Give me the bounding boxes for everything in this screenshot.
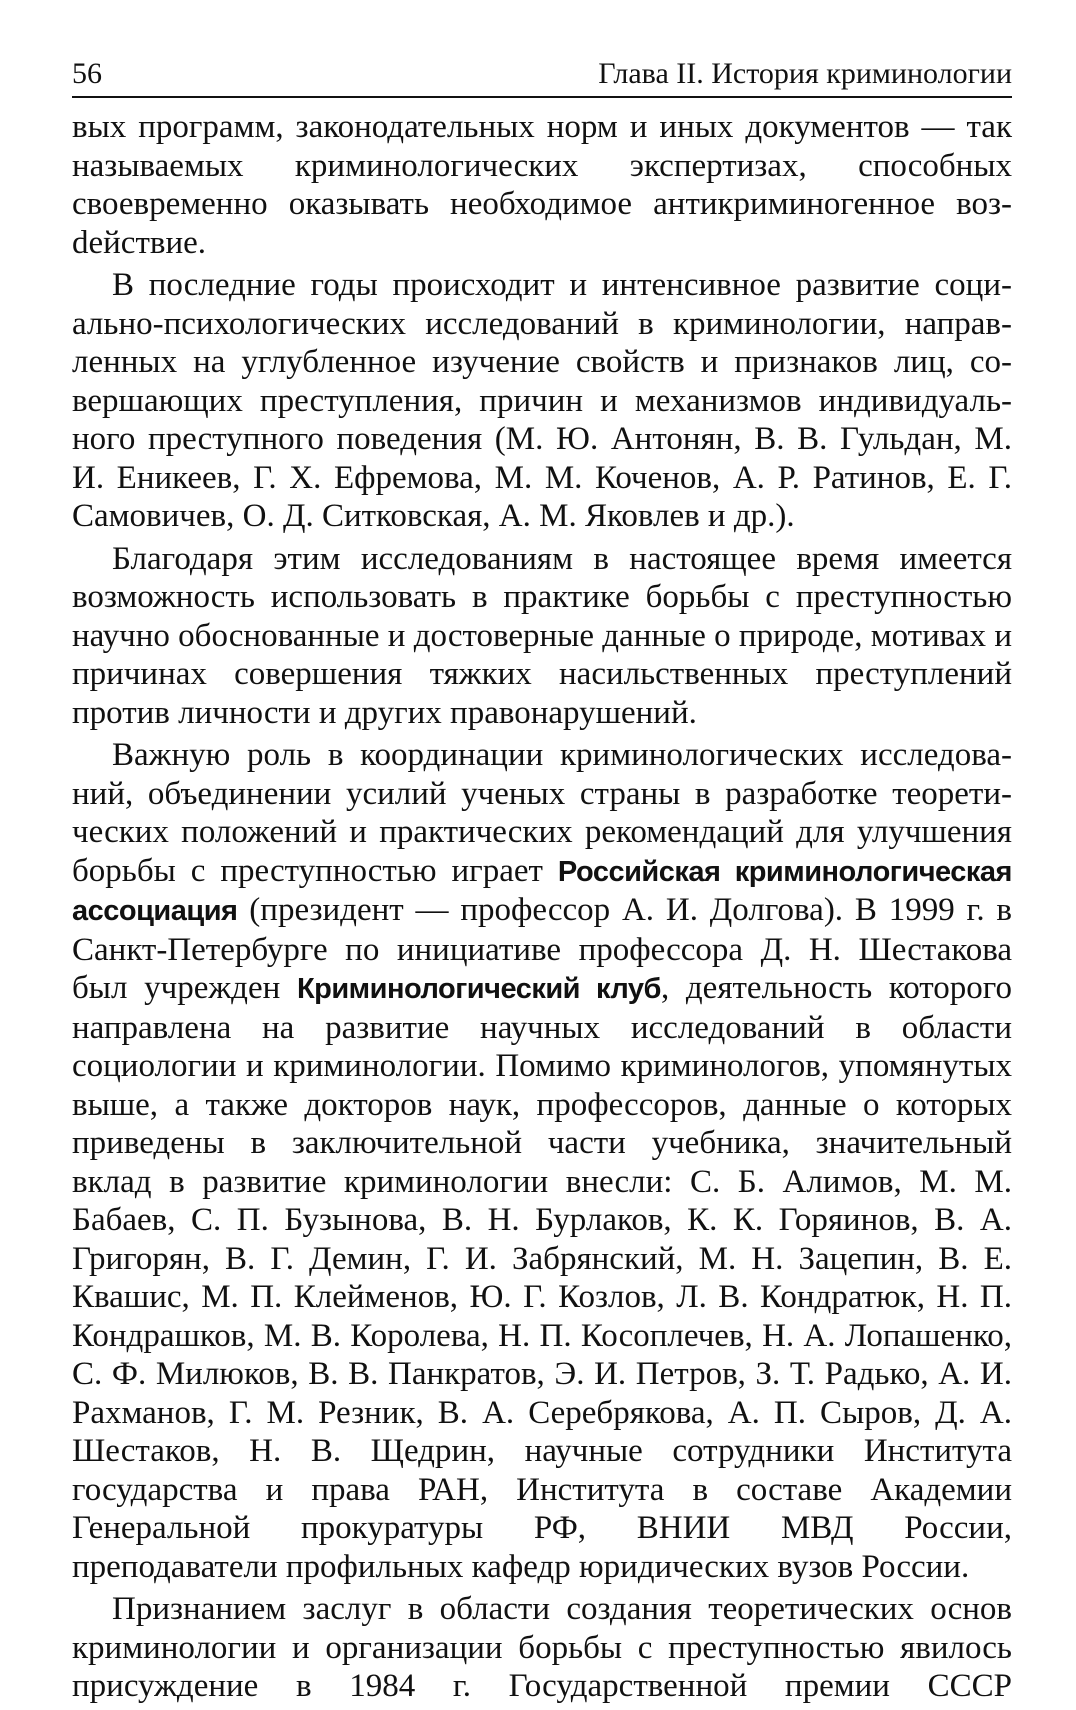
paragraph-socio-psych-research: В последние годы происходит и интенсивное развитие социально-психологических исследований в криминологии, направленных на углубленное изучение свойств и признаков лиц, совершающих преступления, причин и механизмов индивидуального преступного поведения (М. Ю. Антонян, В. В. Гульдан, М. И. Еникеев, Г. Х. Ефремова, М. М. Коченов, А. Р. Ратинов, Е. Г. Самовичев, О. Д. Ситковская, А. М. Яковлев и др.). [72,267,1012,534]
bold-term-club: Криминологический клуб [296,973,661,1005]
paragraph-criminological-association [72,736,1012,1586]
paragraph-research-results: Благодаря этим исследованиям в настоящее время имеется возможность использовать в практике борьбы с преступностью научно обоснованные и достоверные данные о природе, мотивах и причинах совершения тяжких насильственных преступлений против личности и других правонарушений. [72,540,1012,731]
chapter-title: Глава II. История криминологии [598,57,1012,90]
paragraph-state-prize: Признанием заслуг в области создания теоретических основ криминологии и организации борьбы с преступностью явилось присуждение в 1984 г. Государственной премии СССР [72,1591,1012,1704]
text-segment: (президент — профессор А. И. Долгова). В 1999 г. в Санкт-Петербурге по инициативе профессора Д. Н. Шестакова был учрежден [72,892,1012,1006]
body-text [72,108,1012,1706]
bold-term-association: Российская криминологическая ассоциация [72,855,1012,927]
text-segment: , деятельность которого направлена на развитие научных исследований в области социологии и криминологии. Помимо криминологов, упомянутых выше, а также докторов наук, профессоров, данные о которых приведены в заключительной части учебника, значительный вклад в развитие криминологии внесли: С. Б. Алимов, М. М. Бабаев, С. П. Бузынова, В. Н. Бурлаков, К. К. Горяинов, В. А. Григорян, В. Г. Демин, Г. И. Забрянский, М. Н. Зацепин, В. Е. Квашис, М. П. Клейменов, Ю. Г. Козлов, Л. В. Кондратюк, Н. П. Кондрашков, М. В. Королева, Н. П. Косоплечев, Н. А. Лопашенко, С. Ф. Милюков, В. В. Панкратов, Э. И. Петров, З. Т. Радько, А. И. Рахманов, Г. М. Резник, В. А. Серебрякова, А. П. Сыров, Д. А. Шестаков, Н. В. Щедрин, научные сотрудники Института государства и права РАН, Института в составе Академии Генеральной прокуратуры РФ, ВНИИ МВД России, преподаватели профильных кафедр юридических вузов России. [72,970,1012,1585]
text-segment: Важную роль в координации криминологических исследований, объединении усилий ученых страны в разработке теоретических положений и практических рекомендаций для улучшения борьбы с преступностью играет [72,737,1012,889]
book-page [72,54,1012,1710]
page-number: 56 [72,57,102,90]
running-header [72,54,1012,98]
paragraph-continuation: вых программ, законодательных норм и иных документов — так называемых криминологических экспертизах, способных своевременно оказывать необходимое антикриминогенное возdействие. [72,109,1012,261]
